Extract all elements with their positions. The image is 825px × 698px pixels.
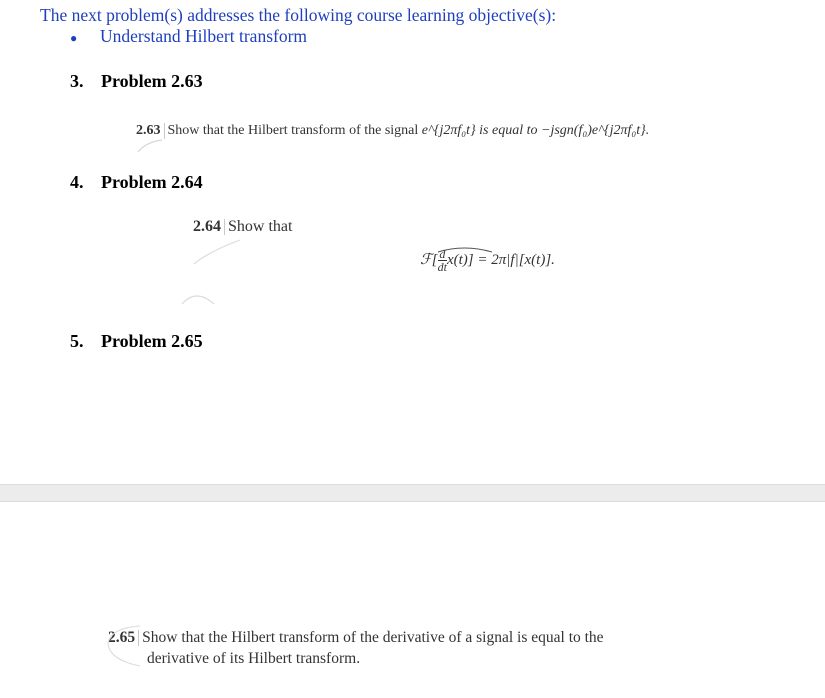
objective-item-text: Understand Hilbert transform xyxy=(100,26,308,46)
frac-numerator: d xyxy=(439,247,446,261)
statement-math: e^{j2πf₀t} is equal to −jsgn(f₀)e^{j2πf₀t}. xyxy=(421,123,650,139)
problem-title: Problem 2.63 xyxy=(101,71,203,91)
problem-heading-4 xyxy=(70,172,203,193)
scan-mark-arc xyxy=(180,288,220,308)
statement-line-2: derivative of its Hilbert transform. xyxy=(147,650,361,667)
problem-number: 3. xyxy=(70,71,84,91)
problem-title: Problem 2.65 xyxy=(101,331,203,351)
problem-number: 5. xyxy=(70,331,84,351)
problem-heading-5 xyxy=(70,331,203,352)
problem-statement-2-63 xyxy=(136,123,649,139)
statement-line-1: Show that the Hilbert transform of the derivative of a signal is equal to the xyxy=(142,629,604,646)
scan-mark-curve xyxy=(136,138,166,158)
statement-text: Show that the Hilbert transform of the signal xyxy=(167,123,419,139)
statement-number: 2.65 xyxy=(108,629,136,646)
equation-rhs: x(t)] = 2π|f|[x(t)]. xyxy=(446,251,555,268)
equation-2-64 xyxy=(420,248,555,273)
objective-item xyxy=(70,26,307,47)
statement-number: 2.63 xyxy=(136,123,161,139)
scan-mark-stroke xyxy=(190,238,250,268)
bullet-icon: ● xyxy=(70,31,78,45)
frac-denominator: dt xyxy=(437,260,447,274)
equation-lhs: [ xyxy=(431,251,438,268)
problem-title: Problem 2.64 xyxy=(101,172,203,192)
statement-number: 2.64 xyxy=(193,218,221,235)
objective-heading: The next problem(s) addresses the following course learning objective(s): xyxy=(40,5,557,25)
page-break-band xyxy=(0,484,825,502)
script-f-icon: ℱ xyxy=(420,251,432,268)
scan-mark-bracket xyxy=(104,624,144,668)
scan-fragment-divider xyxy=(224,219,225,235)
scan-fragment-divider xyxy=(164,123,165,139)
problem-heading-3 xyxy=(70,71,203,92)
problem-statement-2-64 xyxy=(193,218,292,236)
problem-statement-2-65 xyxy=(108,627,738,669)
problem-number: 4. xyxy=(70,172,84,192)
statement-text: Show that xyxy=(228,218,293,235)
derivative-fraction xyxy=(438,248,447,273)
